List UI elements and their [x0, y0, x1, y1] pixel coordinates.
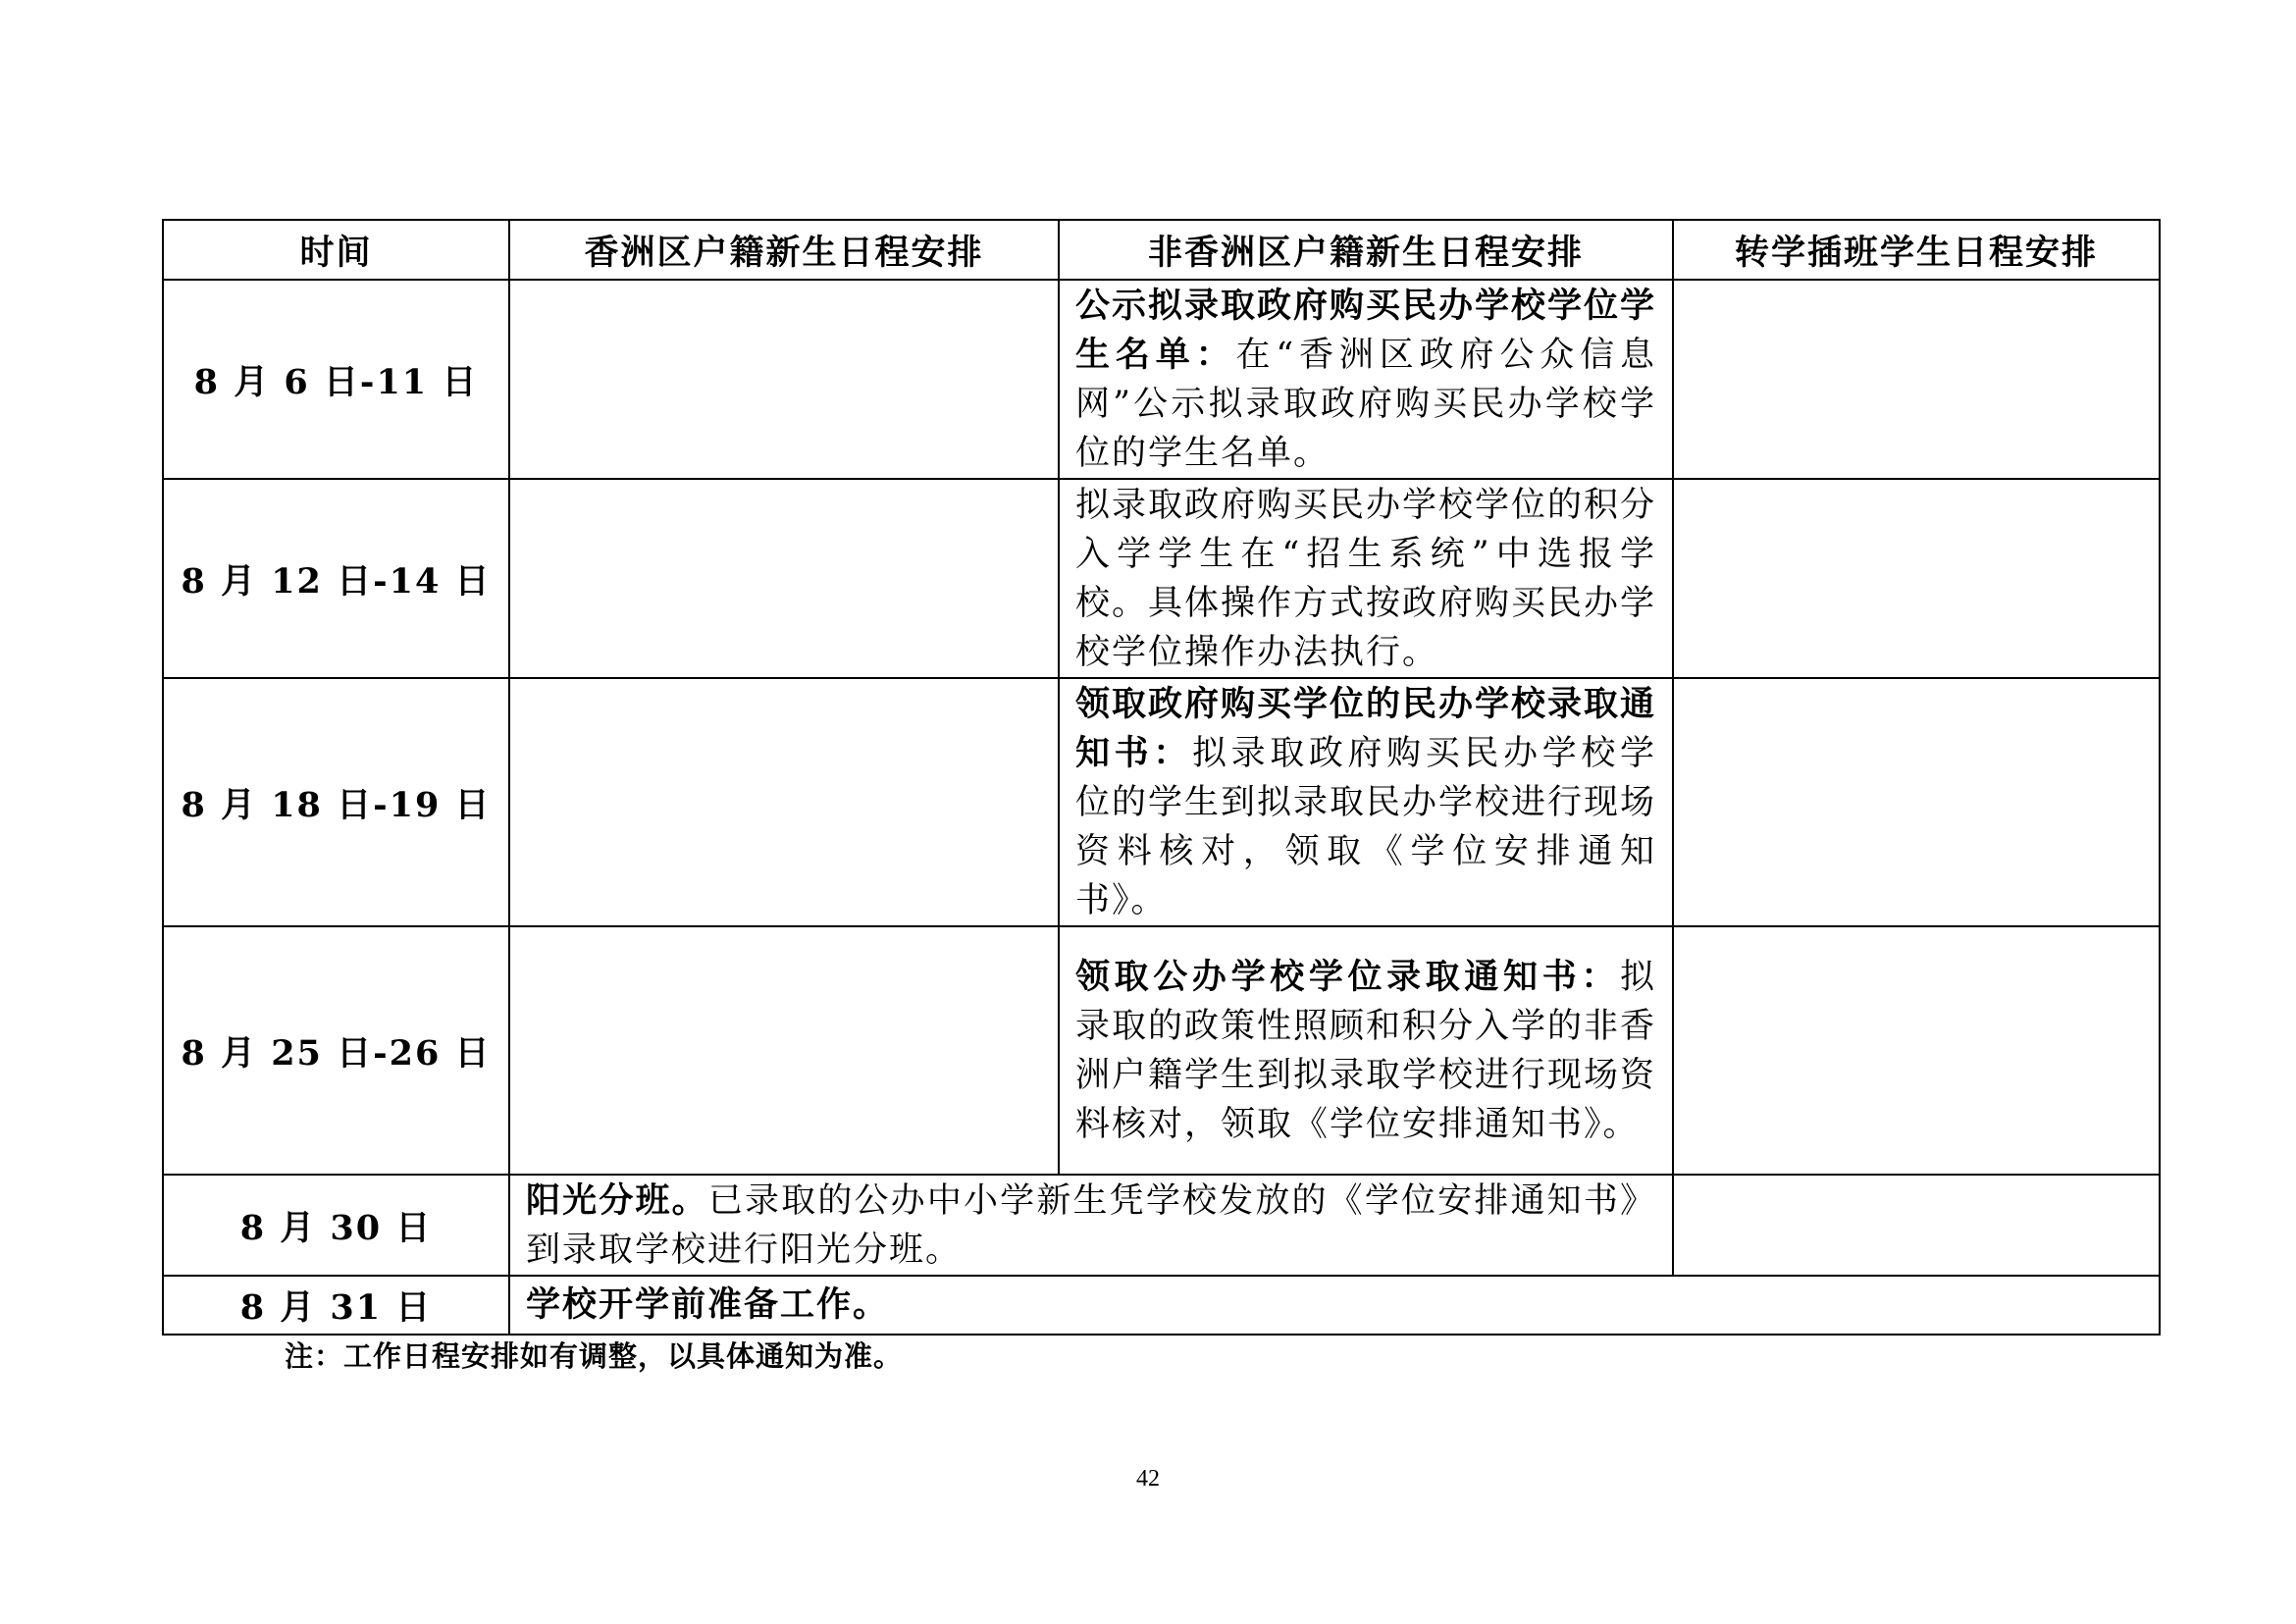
header-time: 时间 — [163, 220, 509, 280]
schedule-table — [162, 219, 2161, 1336]
item-title: 学校开学前准备工作。 — [526, 1284, 890, 1325]
transfer-cell — [1673, 280, 2160, 479]
merged-cell — [509, 1175, 1673, 1276]
item-text: 拟录取政府购买民办学校学位的学生到拟录取民办学校进行现场资料核对，领取《学位安排通知书》。 — [1075, 733, 1657, 920]
nonlocal-cell — [1059, 678, 1673, 926]
transfer-cell — [1673, 1175, 2160, 1276]
table-row — [163, 1175, 2160, 1276]
footnote: 注：工作日程安排如有调整，以具体通知为准。 — [285, 1339, 904, 1373]
date-cell: 8 月 12 日-14 日 — [163, 479, 509, 678]
item-text: 拟录取政府购买民办学校学位的积分入学学生在“招生系统”中选报学校。具体操作方式按政府购买民办学校学位操作办法执行。 — [1075, 485, 1657, 672]
item-text: 已录取的公办中小学新生凭学校发放的《学位安排通知书》到录取学校进行阳光分班。 — [526, 1180, 1656, 1270]
transfer-cell — [1673, 479, 2160, 678]
transfer-cell — [1673, 678, 2160, 926]
transfer-cell — [1673, 926, 2160, 1175]
table-row — [163, 280, 2160, 479]
local-cell — [509, 479, 1059, 678]
item-title: 阳光分班。 — [526, 1179, 708, 1221]
nonlocal-cell — [1059, 280, 1673, 479]
local-cell — [509, 678, 1059, 926]
header-transfer: 转学插班学生日程安排 — [1673, 220, 2160, 280]
item-title: 领取公办学校学位录取通知书： — [1075, 956, 1620, 997]
page-number: 42 — [1136, 1466, 1160, 1492]
item-text: 拟录取的政策性照顾和积分入学的非香洲户籍学生到拟录取学校进行现场资料核对，领取《学位安排通知书》。 — [1075, 957, 1657, 1144]
header-local: 香洲区户籍新生日程安排 — [509, 220, 1059, 280]
date-cell: 8 月 6 日-11 日 — [163, 280, 509, 479]
header-nonlocal: 非香洲区户籍新生日程安排 — [1059, 220, 1673, 280]
nonlocal-cell — [1059, 926, 1673, 1175]
table-row — [163, 479, 2160, 678]
item-title: 公示拟录取政府购买民办学校学位学生名单： — [1075, 285, 1657, 375]
nonlocal-cell — [1059, 479, 1673, 678]
merged-cell — [509, 1276, 2160, 1335]
table-row — [163, 1276, 2160, 1335]
local-cell — [509, 926, 1059, 1175]
header-row — [163, 220, 2160, 280]
table-row — [163, 926, 2160, 1175]
table-row — [163, 678, 2160, 926]
item-text: 在“香洲区政府公众信息网”公示拟录取政府购买民办学校学位的学生名单。 — [1075, 335, 1656, 473]
date-cell: 8 月 25 日-26 日 — [163, 926, 509, 1175]
date-cell: 8 月 31 日 — [163, 1276, 509, 1335]
local-cell — [509, 280, 1059, 479]
date-cell: 8 月 18 日-19 日 — [163, 678, 509, 926]
date-cell: 8 月 30 日 — [163, 1175, 509, 1276]
item-title: 领取政府购买学位的民办学校录取通知书： — [1075, 683, 1657, 773]
